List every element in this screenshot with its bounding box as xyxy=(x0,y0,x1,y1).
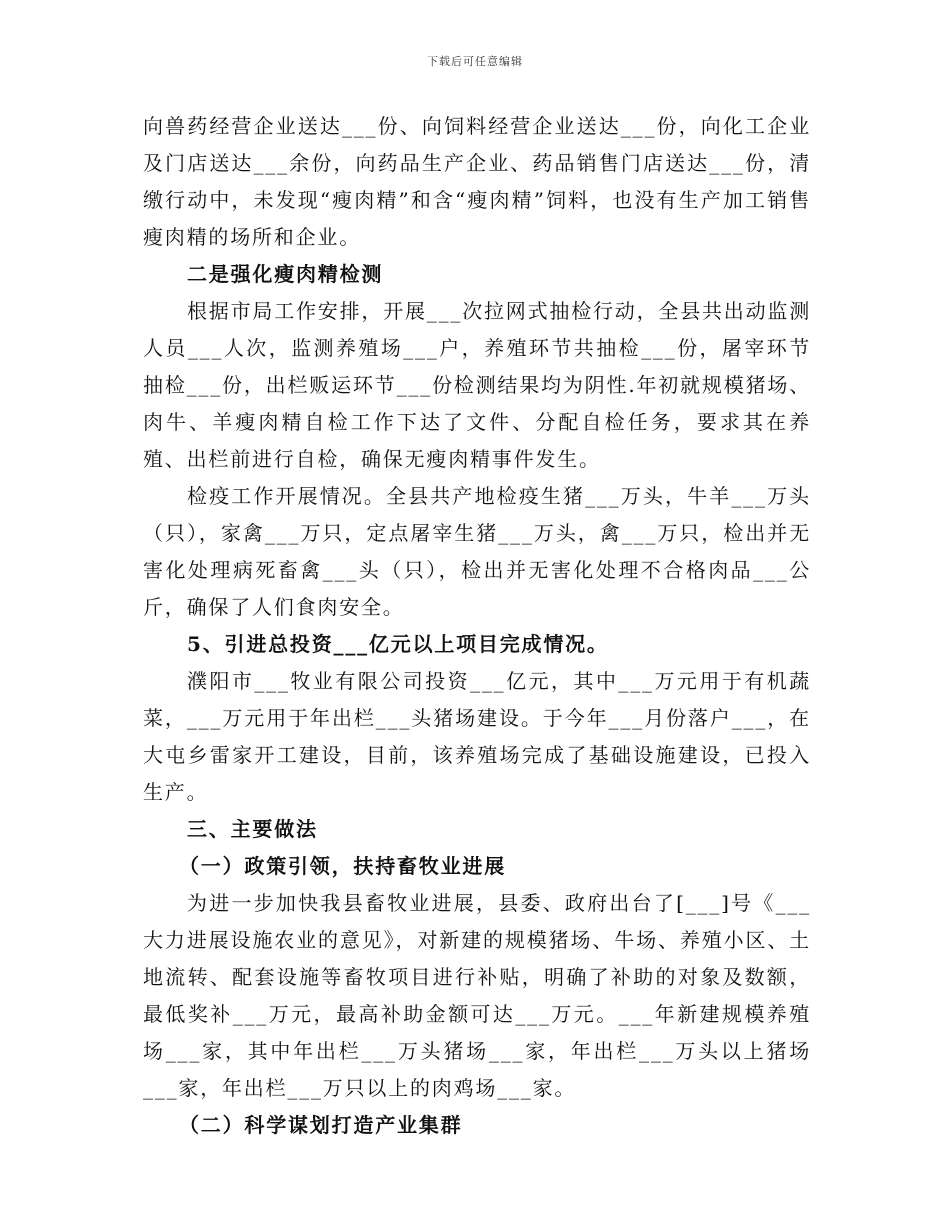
heading-main-practices: 三、主要做法 xyxy=(187,817,318,841)
heading-policy-guidance: （一）政策引领，扶持畜牧业进展 xyxy=(179,854,506,878)
heading-investment-projects: 5、引进总投资___亿元以上项目完成情况。 xyxy=(187,632,609,656)
paragraph-puyang-project: 濮阳市___牧业有限公司投资___亿元，其中___万元用于有机蔬菜，___万元用于年出栏___头猪场建设。于今年___月份落户___，在大屯乡雷家开工建设，目前，该养殖场完成了基础设施建设，已投入生产。 xyxy=(143,669,811,804)
heading-industry-cluster: （二）科学谋划打造产业集群 xyxy=(179,1113,463,1137)
paragraph-policy-subsidy: 为进一步加快我县畜牧业进展，县委、政府出台了[___]号《___大力进展设施农业的意见》，对新建的规模猪场、牛场、养殖小区、土地流转、配套设施等畜牧项目进行补贴，明确了补助的对象及数额，最低奖补___万元，最高补助金额可达___万元。___年新建规模养殖场___家，其中年出栏___万头猪场___家，年出栏___万头以上猪场___家，年出栏___万只以上的肉鸡场___家。 xyxy=(143,891,811,1100)
page-header-note: 下载后可任意编辑 xyxy=(427,55,523,68)
document-body xyxy=(143,108,811,1144)
paragraph-quarantine-work: 检疫工作开展情况。全县共产地检疫生猪___万头，牛羊___万头（只），家禽___万只，定点屠宰生猪___万头，禽___万只，检出并无害化处理病死畜禽___头（只），检出并无害化处理不合格肉品___公斤，确保了人们食肉安全。 xyxy=(143,484,811,619)
paragraph-sampling-inspection: 根据市局工作安排，开展___次拉网式抽检行动，全县共出动监测人员___人次，监测养殖场___户，养殖环节共抽检___份，屠宰环节抽检___份，出栏贩运环节___份检测结果均为阴性.年初就规模猪场、肉牛、羊瘦肉精自检工作下达了文件、分配自检任务，要求其在养殖、出栏前进行自检，确保无瘦肉精事件发生。 xyxy=(143,299,811,471)
heading-strengthen-testing: 二是强化瘦肉精检测 xyxy=(187,262,384,286)
paragraph-continued: 向兽药经营企业送达___份、向饲料经营企业送达___份，向化工企业及门店送达___余份，向药品生产企业、药品销售门店送达___份，清缴行动中，未发现“瘦肉精”和含“瘦肉精”饲料，也没有生产加工销售瘦肉精的场所和企业。 xyxy=(143,114,811,249)
